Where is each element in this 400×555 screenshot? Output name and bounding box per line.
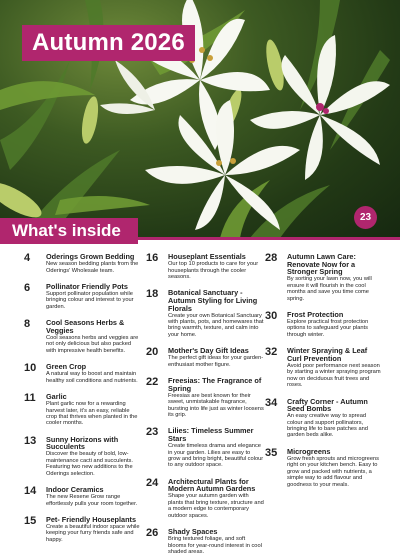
entry-title: Crafty Corner - Autumn Seed Bombs — [287, 396, 368, 414]
entry-description: New season bedding plants from the Oderings' Wholesale team. — [46, 261, 139, 274]
contents-entry[interactable] — [265, 347, 383, 388]
section-header — [0, 218, 138, 244]
contents-entry[interactable] — [24, 516, 142, 543]
entry-page-number: 24 — [146, 476, 159, 489]
entry-page-number: 18 — [146, 288, 159, 301]
contents-entry[interactable] — [146, 253, 264, 280]
entry-page-number: 14 — [24, 485, 37, 498]
entry-page-number: 23 — [146, 426, 159, 439]
entry-page-number: 10 — [24, 362, 37, 375]
entry-title: Shady Spaces — [168, 527, 218, 537]
entry-description: The new Resene Grow range effortlessly pulls your room together. — [46, 494, 138, 507]
entry-title: Indoor Ceramics — [46, 485, 104, 495]
contents-entry[interactable] — [146, 528, 264, 555]
entry-title: Houseplant Essentials — [168, 252, 246, 261]
entry-page-number: 28 — [265, 252, 278, 264]
entry-title: Pollinator Friendly Pots — [46, 281, 128, 291]
entry-description: Create timeless drama and elegance in your garden. Lilies are easy to grow and bring bright, beautiful colour to any outdoor space. — [168, 443, 264, 469]
contents-entry[interactable] — [265, 253, 383, 302]
entry-description: Bring textured foliage, and soft blooms for year-round interest in cool shaded areas. — [168, 536, 262, 555]
entry-description: Plant garlic now for a rewarding harvest later, it's an easy, reliable crop that thrives when planted in the cooler months. — [46, 401, 138, 427]
contents-entry[interactable] — [146, 347, 264, 368]
entry-description: Our top 10 products to care for your houseplants through the cooler seasons. — [168, 261, 259, 280]
entry-title: Microgreens — [287, 446, 331, 456]
entry-description: Discover the beauty of bold, low-maintenance cacti and succulents. Featuring two new additions to the Oderings selection. — [46, 451, 133, 477]
entry-page-number: 32 — [265, 346, 278, 359]
entry-page-number: 8 — [24, 318, 31, 331]
entry-description: Create a beautiful indoor space while keeping your furry friends safe and happy. — [46, 524, 140, 543]
entry-title: Cool Seasons Herbs & Veggies — [46, 318, 125, 335]
entry-page-number: 34 — [265, 396, 278, 409]
section-title: What's inside — [12, 221, 121, 240]
contents-entry[interactable] — [24, 283, 142, 310]
entry-title: Sunny Horizons with Succulents — [46, 434, 119, 452]
entry-page-number: 22 — [146, 376, 159, 389]
entry-description: Shape your autumn garden with plants that bring texture, structure and a modern edge to contemporary outdoor spaces. — [168, 493, 264, 519]
contents-entry[interactable] — [146, 377, 264, 418]
section-divider — [138, 237, 400, 240]
entry-page-number: 30 — [265, 309, 278, 322]
entry-description: Support pollinator population while bringing colour and interest to your garden. — [46, 291, 134, 310]
hero-photo — [0, 0, 400, 238]
contents-column-3 — [265, 253, 383, 488]
entry-description: Create your own Botanical Sanctuary with plants, pots, and homewares that bring warmth, texture, and calm into your home. — [168, 312, 264, 338]
contents-entry[interactable] — [24, 393, 142, 427]
entry-description: The perfect gift ideas for your garden-enthusiast mother figure. — [168, 355, 264, 368]
contents-entry[interactable] — [146, 478, 264, 519]
contents-entry[interactable] — [24, 253, 142, 274]
entry-page-number: 16 — [146, 252, 159, 264]
entry-description: Explore practical frost protection options to safeguard your plants through winter. — [287, 319, 369, 338]
entry-page-number: 15 — [24, 514, 37, 527]
contents-entry[interactable] — [265, 398, 383, 439]
contents-entry[interactable] — [146, 427, 264, 468]
entry-description: Grow fresh sprouts and microgreens right on your kitchen bench. Easy to grow and packed with nutrients, a simple way to add flavour and goodness to your meals. — [287, 455, 379, 488]
entry-title: Lilies: Timeless Summer Stars — [168, 426, 254, 444]
entry-title: Mother's Day Gift Ideas — [168, 346, 249, 356]
entry-title: Pet- Friendly Houseplants — [46, 514, 137, 524]
contents-entry[interactable] — [24, 319, 142, 354]
entry-title: Winter Spraying & Leaf Curl Prevention — [287, 346, 368, 363]
entry-title: Architectural Plants for Modern Autumn Gardens — [168, 476, 256, 494]
contents-entry[interactable] — [24, 486, 142, 507]
contents-entry[interactable] — [146, 289, 264, 338]
entry-title: Botanical Sanctuary - Autumn Styling for Living Florals — [168, 288, 258, 313]
contents-column-1 — [24, 253, 142, 543]
entry-description: By sorting your lawn now, you will ensure it will flourish in the cool months and save you time come spring. — [287, 276, 372, 302]
entry-page-number: 26 — [146, 527, 159, 540]
contents-entry[interactable] — [24, 436, 142, 477]
contents-entry[interactable] — [265, 448, 383, 488]
entry-description: Avoid poor performance next season by starting a winter spraying program now on deciduous fruit trees and roses. — [287, 362, 381, 389]
entry-title: Freesias: The Fragrance of Spring — [168, 376, 262, 393]
entry-title: Garlic — [46, 392, 67, 402]
entry-title: Autumn Lawn Care: Renovate Now for a Stronger Spring — [287, 252, 356, 277]
contents-column-2 — [146, 253, 264, 555]
entry-title: Frost Protection — [287, 309, 344, 319]
entry-title: Oderings Grown Bedding — [46, 252, 135, 261]
entry-description: Cool seasons herbs and veggies are not only delicious but also packed with impressive health benefits. — [46, 334, 139, 354]
page-number-badge: 23 — [354, 206, 377, 229]
entry-page-number: 13 — [24, 434, 37, 447]
contents-entry[interactable] — [24, 363, 142, 384]
entry-page-number: 35 — [265, 446, 278, 459]
entry-description: An easy creative way to spread colour and support pollinators, bringing life to bare patches and garden beds alike. — [287, 413, 368, 439]
contents-entry[interactable] — [265, 311, 383, 338]
entry-description: Freesias are best known for their sweet, unmistakable fragrance, bursting into life just as winter loosens its grip. — [168, 392, 264, 419]
entry-page-number: 4 — [24, 252, 31, 264]
entry-title: Green Crop — [46, 362, 87, 372]
issue-title: Autumn 2026 — [22, 25, 195, 61]
entry-page-number: 20 — [146, 346, 159, 359]
entry-description: A natural way to boost and maintain healthy soil conditions and nutrients. — [46, 371, 138, 384]
entry-page-number: 6 — [24, 281, 31, 294]
entry-page-number: 11 — [24, 392, 36, 405]
